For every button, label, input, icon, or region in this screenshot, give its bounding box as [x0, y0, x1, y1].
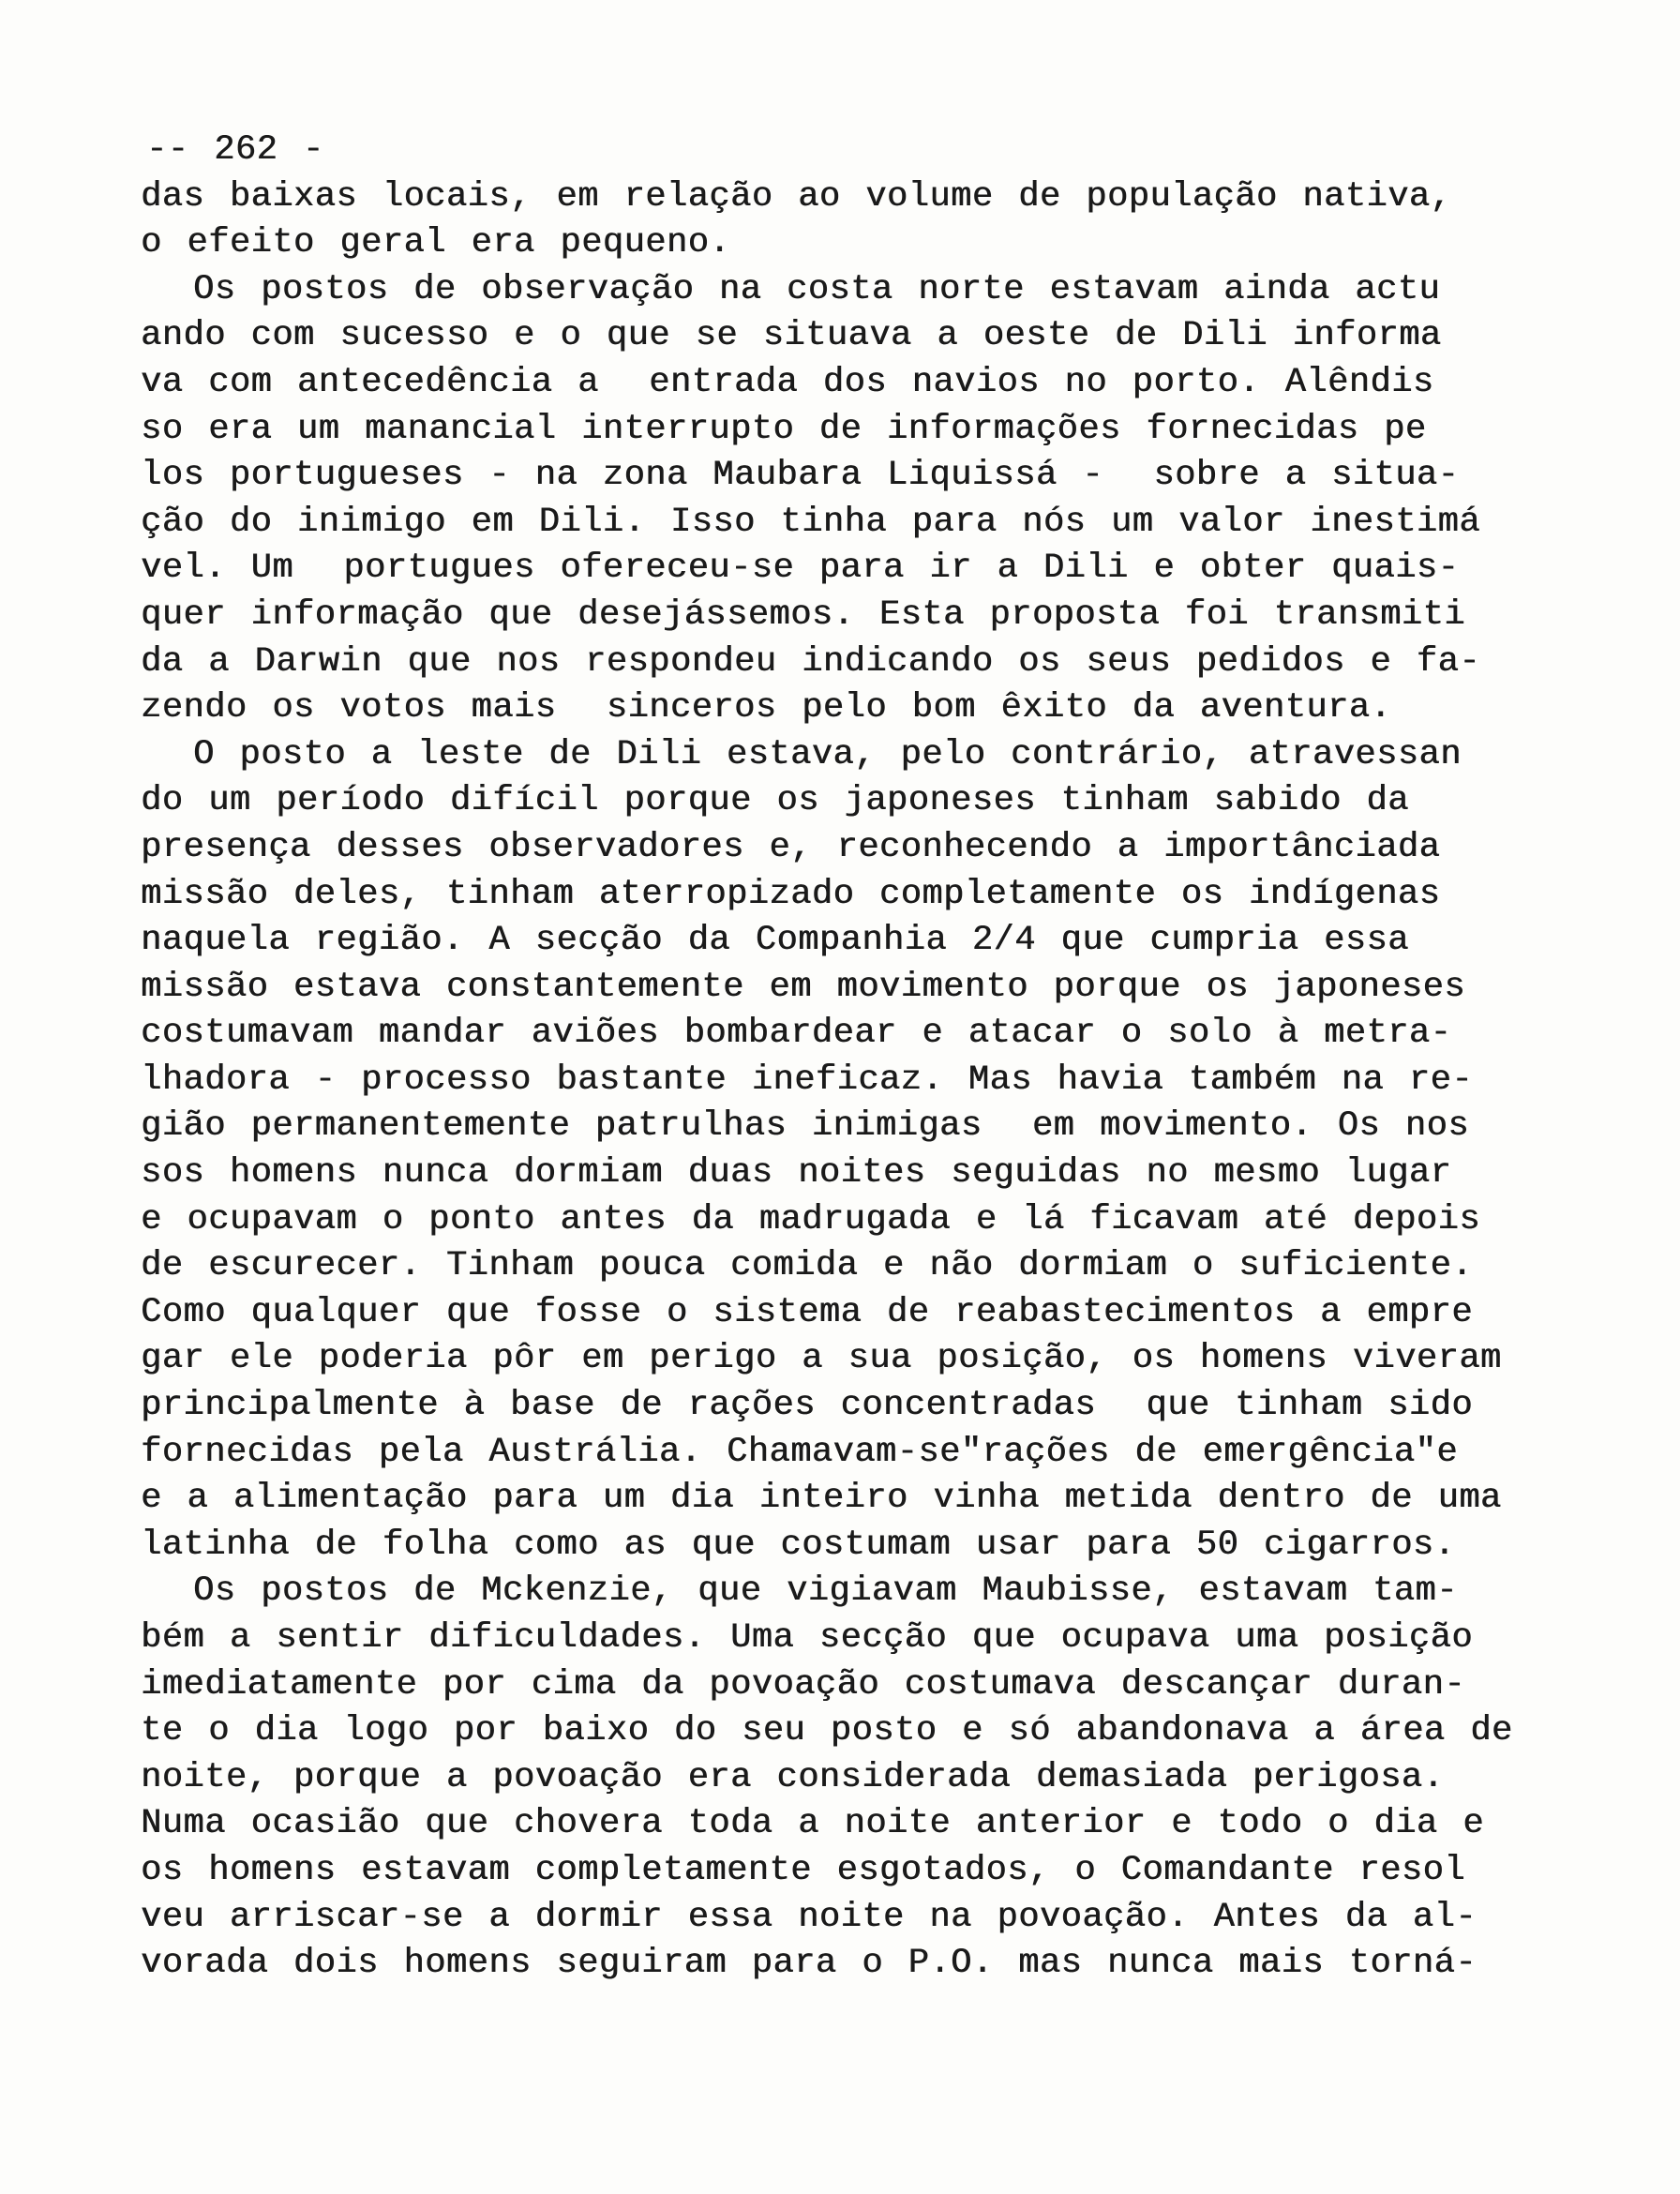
text-line: vorada dois homens seguiram para o P.O. mas nunca mais torná-	[141, 1944, 1477, 1984]
text-line: noite, porque a povoação era considerada demasiada perigosa.	[141, 1757, 1445, 1797]
text-line: missão deles, tinham aterropizado completamente os indígenas	[141, 874, 1441, 914]
text-line: das baixas locais, em relação ao volume de população nativa,	[141, 176, 1452, 217]
text-line: veu arriscar-se a dormir essa noite na povoação. Antes da al-	[141, 1897, 1477, 1937]
text-line: sos homens nunca dormiam duas noites seguidas no mesmo lugar	[141, 1153, 1452, 1194]
text-line: os homens estavam completamente esgotados, o Comandante resol	[141, 1850, 1465, 1890]
text-line: missão estava constantemente em movimento porque os japoneses	[141, 967, 1465, 1007]
typewritten-text	[141, 128, 1603, 1988]
text-line: so era um manancial interrupto de informações fornecidas pe	[141, 409, 1427, 449]
paragraph-start-line: O posto a leste de Dili estava, pelo contrário, atravessan	[193, 734, 1462, 774]
text-line: do um período difícil porque os japoneses tinham sabido da	[141, 781, 1409, 821]
text-line: e ocupavam o ponto antes da madrugada e lá ficavam até depois	[141, 1199, 1480, 1240]
text-line: zendo os votos mais sinceros pelo bom êxito da aventura.	[141, 688, 1392, 729]
text-line: latinha de folha como as que costumam usar para 50 cigarros.	[141, 1525, 1456, 1565]
text-line: los portugueses - na zona Maubara Liquissá - sobre a situa-	[141, 456, 1460, 496]
text-line: imediatamente por cima da povoação costumava descançar duran-	[141, 1664, 1465, 1705]
text-line: va com antecedência a entrada dos navios no porto. Alêndis	[141, 362, 1434, 402]
text-line: Como qualquer que fosse o sistema de reabastecimentos a empre	[141, 1292, 1473, 1332]
text-line: naquela região. A secção da Companhia 2/4 que cumpria essa	[141, 921, 1409, 961]
text-line: gião permanentemente patrulhas inimigas em movimento. Os nos	[141, 1106, 1469, 1147]
text-line: de escurecer. Tinham pouca comida e não dormiam o suficiente.	[141, 1246, 1473, 1286]
text-line: Numa ocasião que chovera toda a noite anterior e todo o dia e	[141, 1804, 1484, 1844]
text-line: te o dia logo por baixo do seu posto e só abandonava a área de	[141, 1711, 1513, 1751]
text-line: presença desses observadores e, reconhecendo a importânciada	[141, 827, 1441, 867]
text-line: costumavam mandar aviões bombardear e atacar o solo à metra-	[141, 1014, 1452, 1054]
text-line: ando com sucesso e o que se situava a oeste de Dili informa	[141, 316, 1442, 356]
text-line: o efeito geral era pequeno.	[141, 223, 730, 263]
text-line: principalmente à base de rações concentradas que tinham sido	[141, 1386, 1473, 1426]
text-line: ção do inimigo em Dili. Isso tinha para nós um valor inestimá	[141, 502, 1480, 542]
text-line: bém a sentir dificuldades. Uma secção que ocupava uma posição	[141, 1618, 1473, 1658]
paragraph-start-line: Os postos de Mckenzie, que vigiavam Maubisse, estavam tam-	[193, 1571, 1458, 1612]
text-line: vel. Um portugues ofereceu-se para ir a Dili e obter quais-	[141, 548, 1460, 589]
text-line: lhadora - processo bastante ineficaz. Mas havia também na re-	[141, 1059, 1473, 1100]
text-line: fornecidas pela Austrália. Chamavam-se"rações de emergência"e	[141, 1432, 1458, 1472]
page-number: -- 262 -	[146, 130, 324, 170]
text-line: gar ele poderia pôr em perigo a sua posição, os homens viveram	[141, 1339, 1502, 1379]
text-line: da a Darwin que nos respondeu indicando os seus pedidos e fa-	[141, 641, 1480, 682]
paragraph-start-line: Os postos de observação na costa norte estavam ainda actu	[193, 269, 1441, 309]
text-line: quer informação que desejássemos. Esta proposta foi transmiti	[141, 594, 1465, 635]
text-line: e a alimentação para um dia inteiro vinha metida dentro de uma	[141, 1479, 1502, 1519]
